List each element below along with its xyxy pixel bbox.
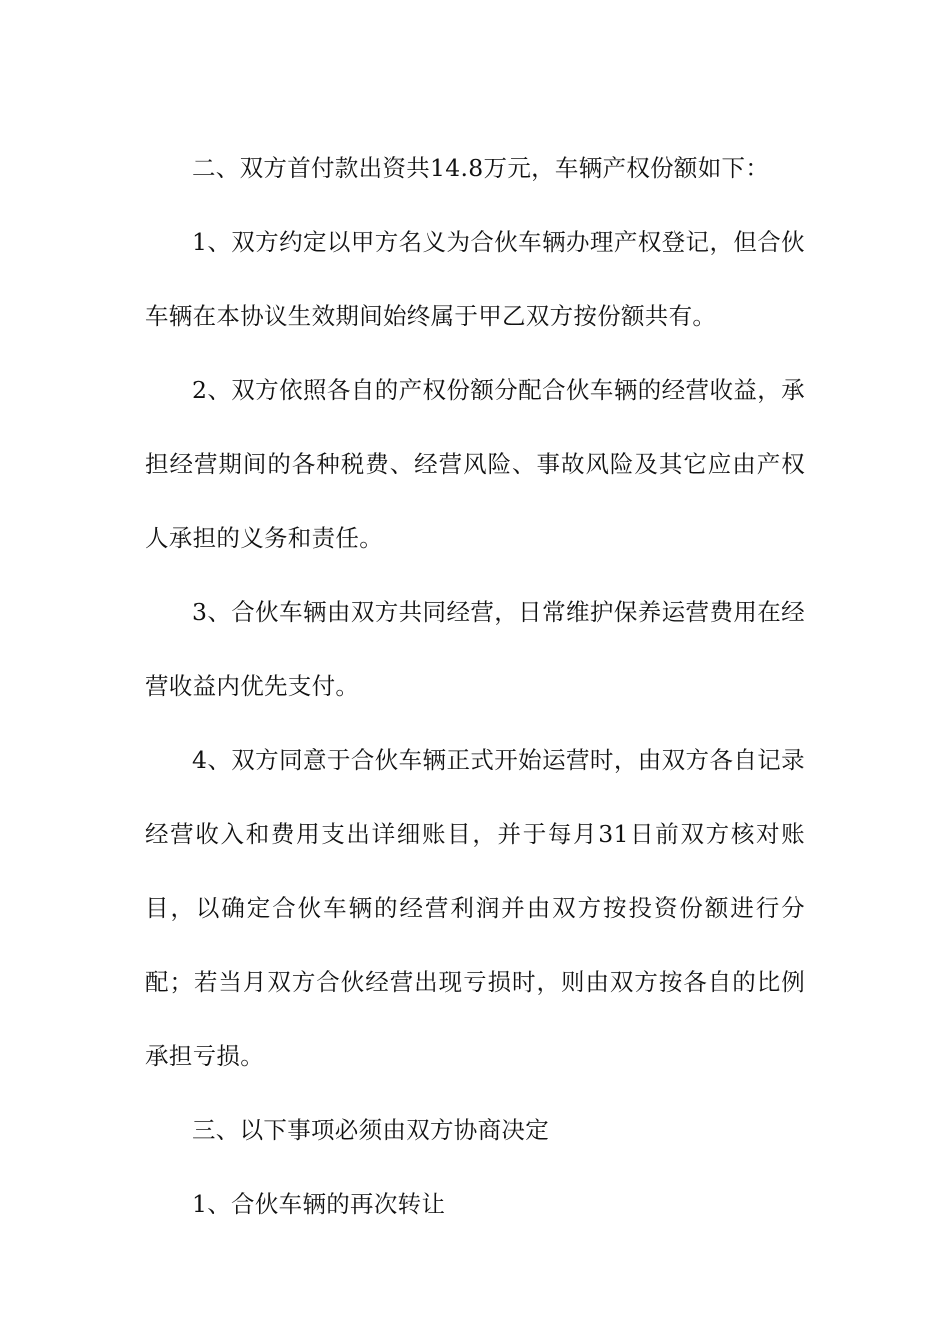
clause-1: 1、双方约定以甲方名义为合伙车辆办理产权登记，但合伙车辆在本协议生效期间始终属于甲乙双方按份额共有。 — [145, 228, 805, 330]
clause-3-1: 1、合伙车辆的再次转让 — [192, 1190, 446, 1218]
clause-4: 4、双方同意于合伙车辆正式开始运营时，由双方各自记录经营收入和费用支出详细账目，并于每月31日前双方核对账目，以确定合伙车辆的经营利润并由双方按投资份额进行分配；若当月双方合伙经营出现亏损时，则由双方按各自的比例承担亏损。 — [145, 746, 805, 1070]
clause-2: 2、双方依照各自的产权份额分配合伙车辆的经营收益，承担经营期间的各种税费、经营风险、事故风险及其它应由产权人承担的义务和责任。 — [145, 376, 805, 552]
section-heading-2: 二、双方首付款出资共14.8万元，车辆产权份额如下： — [192, 154, 770, 182]
clause-3: 3、合伙车辆由双方共同经营，日常维护保养运营费用在经营收益内优先支付。 — [145, 598, 805, 700]
section-heading-3: 三、以下事项必须由双方协商决定 — [192, 1116, 549, 1144]
document-body — [145, 131, 805, 1241]
